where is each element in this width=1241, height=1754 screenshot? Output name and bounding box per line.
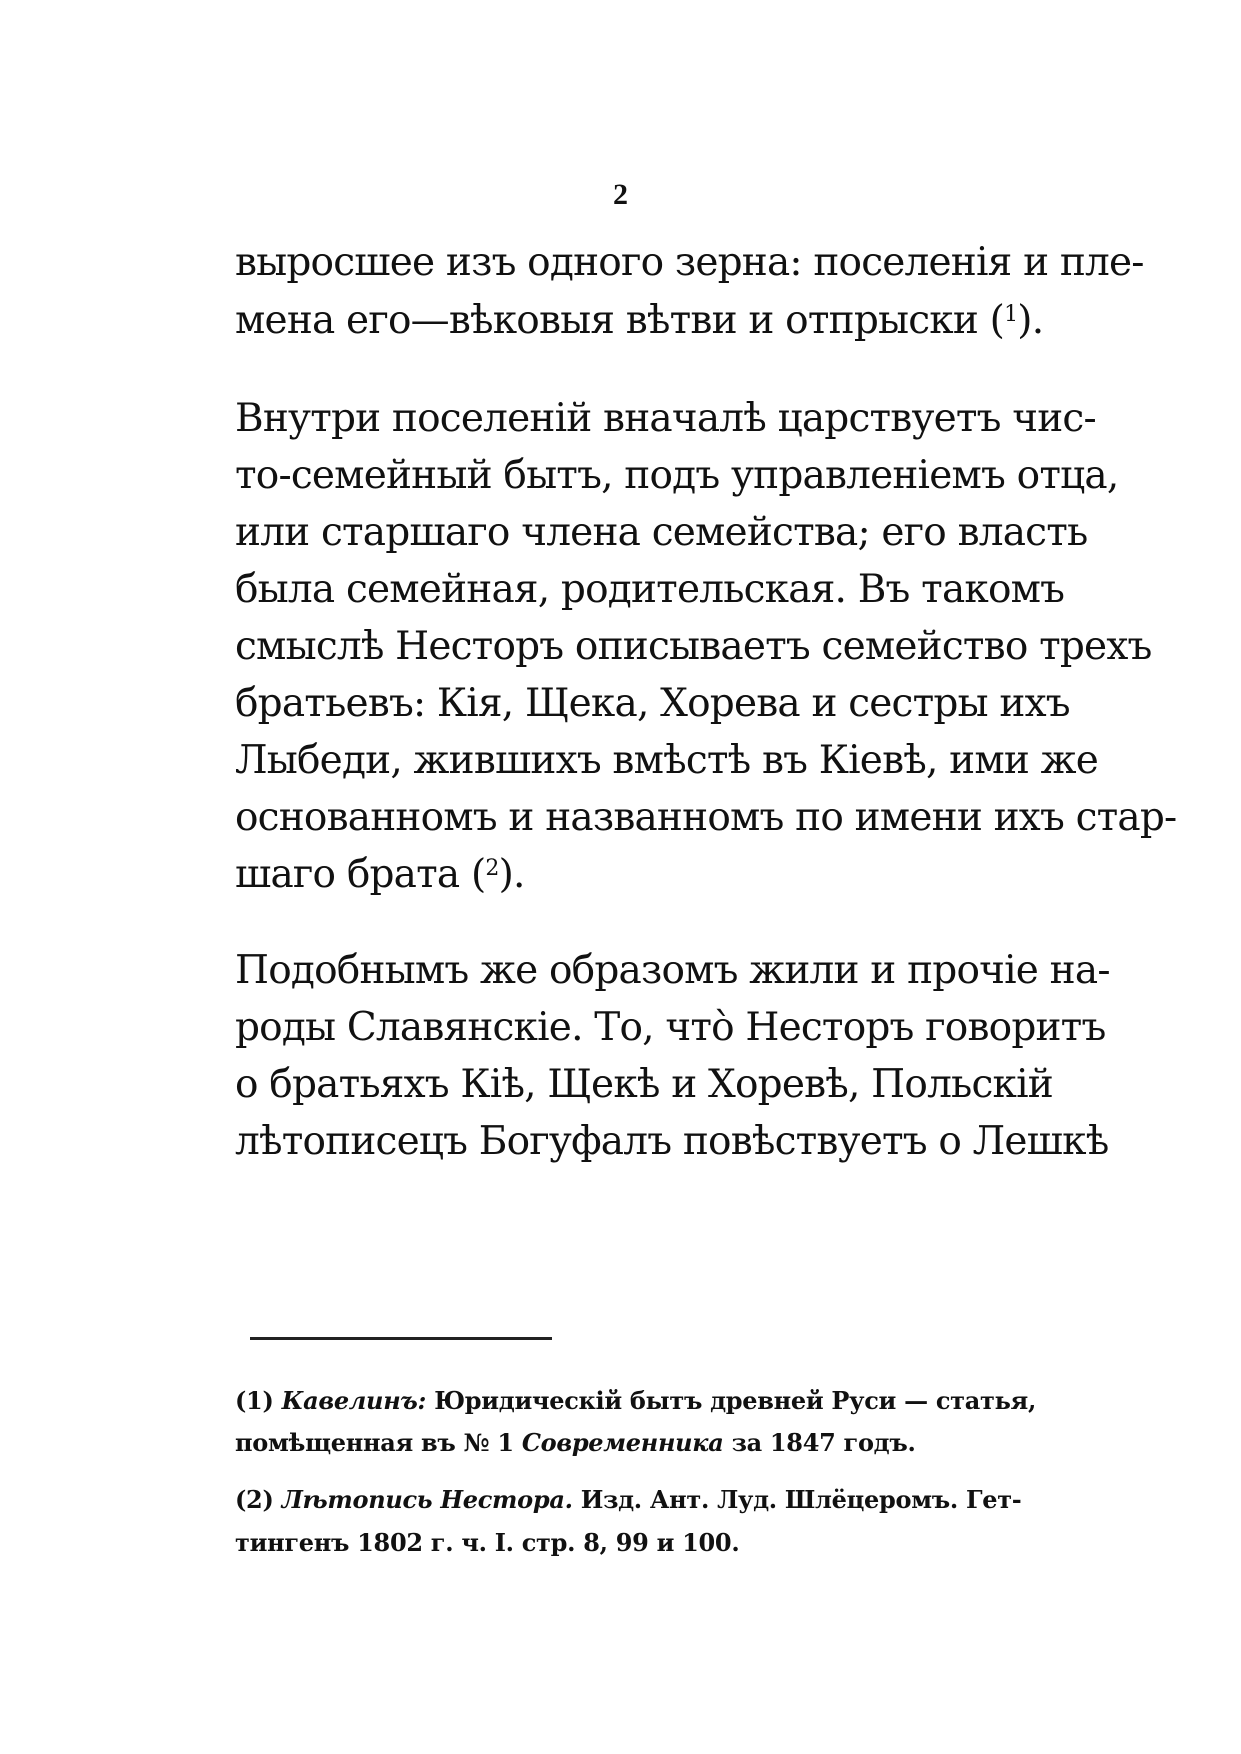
page-number: 2	[613, 178, 628, 211]
paragraph-3-line-3: о братьяхъ Кіѣ, Щекѣ и Хоревѣ, Польскій	[235, 1062, 1053, 1107]
paragraph-3-line-2: роды Славянскіе. То, что̀ Несторъ говоритъ	[235, 1005, 1106, 1050]
paragraph-2-line-2: то-семейный бытъ, подъ управленіемъ отца,	[235, 453, 1119, 498]
footnote-1-line-2: помѣщенная въ № 1 Современника за 1847 годъ.	[235, 1428, 916, 1457]
paragraph-1-line-2	[235, 298, 1044, 343]
paragraph-2-line-9-text: шаго брата	[235, 852, 460, 897]
paragraph-1-line-1: выросшее изъ одного зерна: поселенія и пле-	[235, 240, 1144, 285]
footnote-2-title: Лѣтопись Нестора.	[281, 1485, 573, 1514]
footnote-2-mark: (2)	[235, 1485, 274, 1514]
paragraph-2-line-8: основанномъ и названномъ по имени ихъ стар-	[235, 795, 1177, 840]
paragraph-3-line-1: Подобнымъ же образомъ жили и прочіе на-	[235, 948, 1110, 993]
paragraph-2-line-6: братьевъ: Кія, Щека, Хорева и сестры ихъ	[235, 681, 1070, 726]
footnote-2-text: Изд. Ант. Луд. Шлёцеромъ. Гет-	[580, 1485, 1022, 1514]
footnote-1-author: Кавелинъ:	[281, 1386, 427, 1415]
footnote-2-line-1	[235, 1485, 1022, 1514]
footnote-ref-2: ($^2$).	[470, 852, 525, 897]
footnote-1-journal: Современника	[521, 1428, 724, 1457]
footnote-2-line-2: тингенъ 1802 г. ч. I. стр. 8, 99 и 100.	[235, 1528, 740, 1557]
paragraph-2-line-1: Внутри поселеній вначалѣ царствуетъ чис-	[235, 396, 1096, 441]
footnote-separator	[250, 1337, 552, 1340]
paragraph-2-line-7: Лыбеди, жившихъ вмѣстѣ въ Кіевѣ, ими же	[235, 738, 1099, 783]
paragraph-2-line-4: была семейная, родительская. Въ такомъ	[235, 567, 1065, 612]
paragraph-3-line-4: лѣтописецъ Богуфалъ повѣствуетъ о Лешкѣ	[235, 1119, 1109, 1164]
paragraph-2-line-5: смыслѣ Несторъ описываетъ семейство трехъ	[235, 624, 1152, 669]
paragraph-2-line-3: или старшаго члена семейства; его власть	[235, 510, 1088, 555]
footnote-1-line-1	[235, 1386, 1037, 1415]
paragraph-1-line-2-text: мена его—вѣковыя вѣтви и отпрыски	[235, 298, 979, 343]
footnote-1-text: Юридическій бытъ древней Руси — статья,	[434, 1386, 1037, 1415]
paragraph-2-line-9	[235, 852, 1005, 897]
footnote-1-mark: (1)	[235, 1386, 274, 1415]
footnote-ref-1: ($^1$).	[989, 298, 1044, 343]
